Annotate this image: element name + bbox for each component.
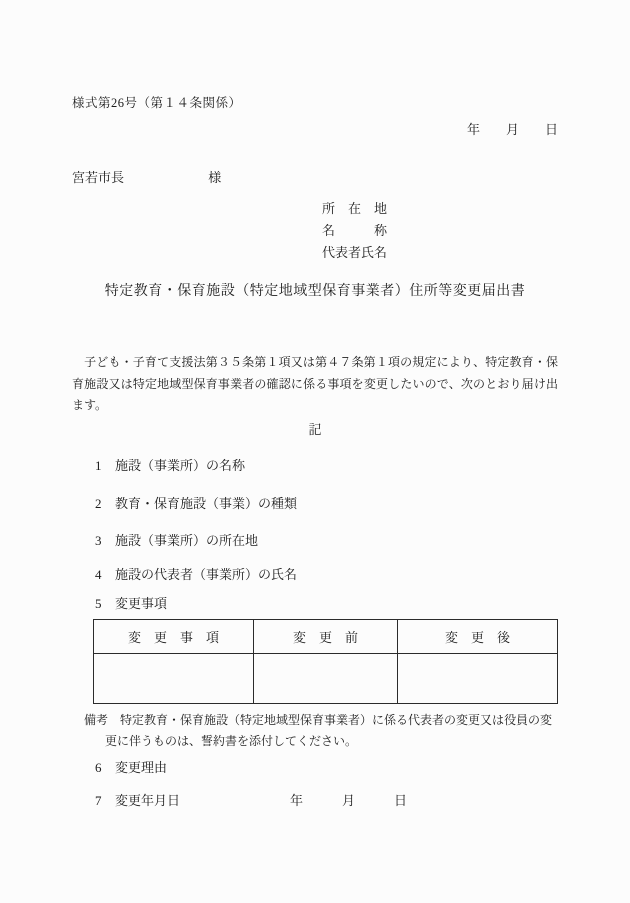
change-details-table: [93, 619, 558, 704]
table-header-change-item: 変 更 事 項: [94, 619, 254, 653]
body-paragraph-line: ます。: [72, 398, 108, 412]
item-change-date: [72, 794, 558, 807]
document-title: 特定教育・保育施設（特定地域型保育事業者）住所等変更届出書: [104, 284, 526, 299]
item-facility-address: [72, 534, 558, 547]
table-header-after-change: 変 更 後: [398, 619, 558, 653]
body-paragraph-line: 育施設又は特定地域型保育事業者の確認に係る事項を変更したいので、次のとおり届け出: [72, 376, 558, 391]
addressee-line: [72, 167, 558, 186]
item-facility-type: [72, 497, 558, 510]
sender-address-label: 所 在 地: [322, 201, 388, 216]
item-label: 変更年月日: [115, 792, 181, 808]
item-number: 7: [95, 792, 102, 808]
item-label: 変更理由: [115, 759, 168, 775]
item-number: 5: [95, 595, 102, 611]
remarks-note-line: 更に伴うものは、誓約書を添付してください。: [105, 733, 358, 748]
table-cell-change-item: [94, 653, 254, 703]
list-marker: 記: [308, 421, 322, 437]
table-header-before-change: 変 更 前: [254, 619, 398, 653]
table-cell-before-change: [254, 653, 398, 703]
body-paragraph-line: 子ども・子育て支援法第３５条第１項又は第４７条第１項の規定により、特定教育・保: [72, 355, 558, 369]
item-number: 2: [95, 495, 102, 511]
item-number: 4: [95, 566, 102, 582]
table-cell-after-change: [398, 653, 558, 703]
sender-representative-label: 代表者氏名: [322, 245, 388, 260]
sender-name-label: 名 称: [322, 223, 388, 238]
item-number: 6: [95, 759, 102, 775]
body-paragraph: [72, 352, 558, 417]
item-number: 3: [95, 532, 102, 548]
change-date-blanks: 年 月 日: [290, 792, 408, 808]
item-label: 教育・保育施設（事業）の種類: [115, 495, 298, 511]
remarks-note: [72, 710, 558, 752]
form-number: 様式第26号（第１４条関係）: [72, 96, 242, 110]
date-line: 年 月 日: [466, 122, 558, 137]
item-label: 施設の代表者（事業所）の氏名: [115, 566, 298, 582]
item-label: 施設（事業所）の所在地: [115, 532, 259, 548]
item-number: 1: [95, 457, 102, 473]
item-label: 変更事項: [115, 595, 168, 611]
item-representative-name: [72, 568, 558, 581]
addressee-name: 宮若市長: [72, 170, 125, 185]
sender-block: [322, 198, 558, 264]
addressee-honorific: 様: [208, 170, 222, 185]
table-header-row: [94, 619, 558, 653]
table-row: [94, 653, 558, 703]
remarks-note-line: 備考 特定教育・保育施設（特定地域型保育事業者）に係る代表者の変更又は役員の変: [84, 712, 553, 727]
item-facility-name: [72, 459, 558, 472]
item-label: 施設（事業所）の名称: [115, 457, 246, 473]
item-change-reason: [72, 761, 558, 774]
item-change-details: [72, 597, 558, 610]
